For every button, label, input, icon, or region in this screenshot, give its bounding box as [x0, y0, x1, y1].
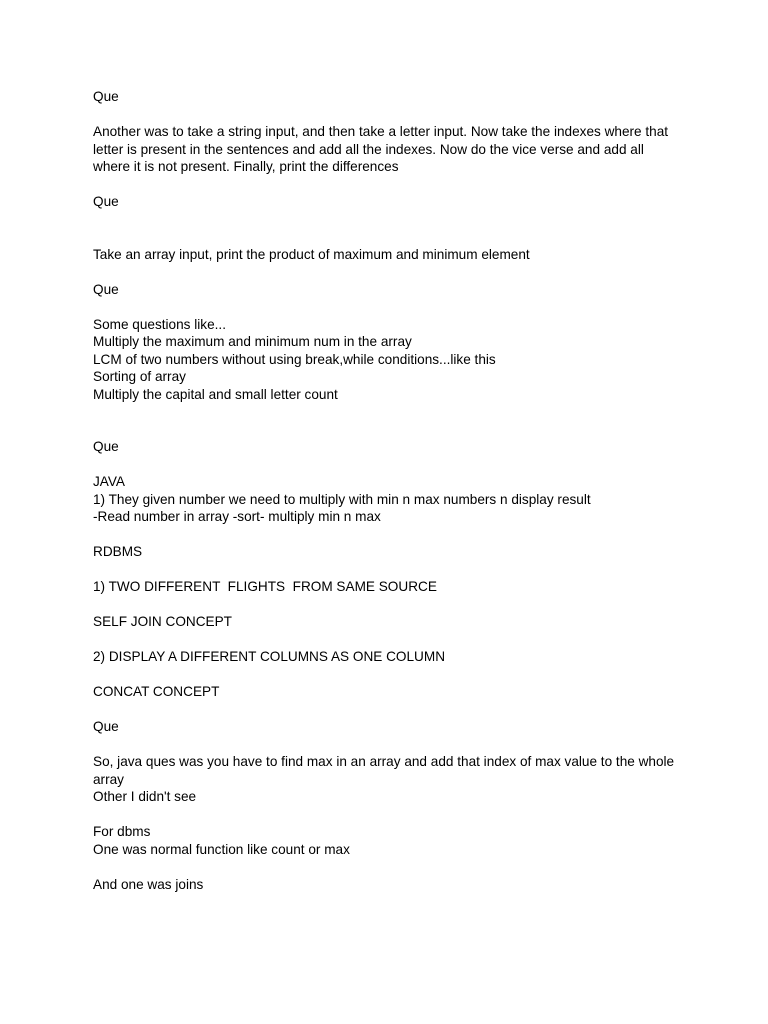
heading-que-1: Que [93, 89, 119, 104]
text-multiply-max-min: Multiply the maximum and minimum num in the array [93, 334, 412, 349]
text-java-steps: -Read number in array -sort- multiply min n max [93, 509, 381, 524]
heading-que-2: Que [93, 194, 119, 209]
spacer [93, 263, 683, 281]
heading-que-3: Que [93, 281, 119, 297]
document-page [93, 88, 683, 893]
text-didnt-see: Other I didn't see [93, 789, 197, 804]
spacer [93, 106, 683, 124]
spacer [93, 666, 683, 684]
spacer [93, 526, 683, 544]
section-rdbms: RDBMS [93, 544, 143, 559]
spacer [93, 298, 683, 316]
text-joins: And one was joins [93, 876, 204, 892]
heading-que-5: Que [93, 719, 119, 734]
spacer [93, 806, 683, 824]
spacer [93, 858, 683, 876]
spacer [93, 456, 683, 474]
question-string-letter-indexes: Another was to take a string input, and then take a letter input. Now take the indexes where that letter is present in the sentences and add all the indexes. Now do the vice verse and add all where it is not present. Finally, print the differences [93, 124, 672, 174]
section-java: JAVA [93, 474, 125, 489]
spacer [93, 736, 683, 754]
heading-que-4: Que [93, 439, 119, 454]
text-sorting: Sorting of array [93, 369, 186, 384]
text-self-join: SELF JOIN CONCEPT [93, 614, 232, 629]
text-lcm: LCM of two numbers without using break,while conditions...like this [93, 351, 496, 367]
text-multiply-letter-count: Multiply the capital and small letter count [93, 386, 338, 402]
question-array-product: Take an array input, print the product of maximum and minimum element [93, 246, 530, 262]
spacer [93, 561, 683, 579]
spacer [93, 211, 683, 246]
spacer [93, 596, 683, 614]
text-rdbms-item-2: 2) DISPLAY A DIFFERENT COLUMNS AS ONE COLUMN [93, 649, 446, 664]
spacer [93, 403, 683, 438]
text-for-dbms: For dbms [93, 824, 151, 839]
text-normal-function: One was normal function like count or max [93, 841, 350, 857]
text-java-item-1: 1) They given number we need to multiply with min n max numbers n display result [93, 491, 591, 507]
text-rdbms-item-1: 1) TWO DIFFERENT FLIGHTS FROM SAME SOURCE [93, 579, 437, 594]
text-concat: CONCAT CONCEPT [93, 684, 220, 699]
text-some-questions: Some questions like... [93, 316, 226, 332]
spacer [93, 176, 683, 194]
spacer [93, 631, 683, 649]
text-java-ques-max: So, java ques was you have to find max in an array and add that index of max value to the whole array [93, 754, 678, 787]
spacer [93, 701, 683, 719]
